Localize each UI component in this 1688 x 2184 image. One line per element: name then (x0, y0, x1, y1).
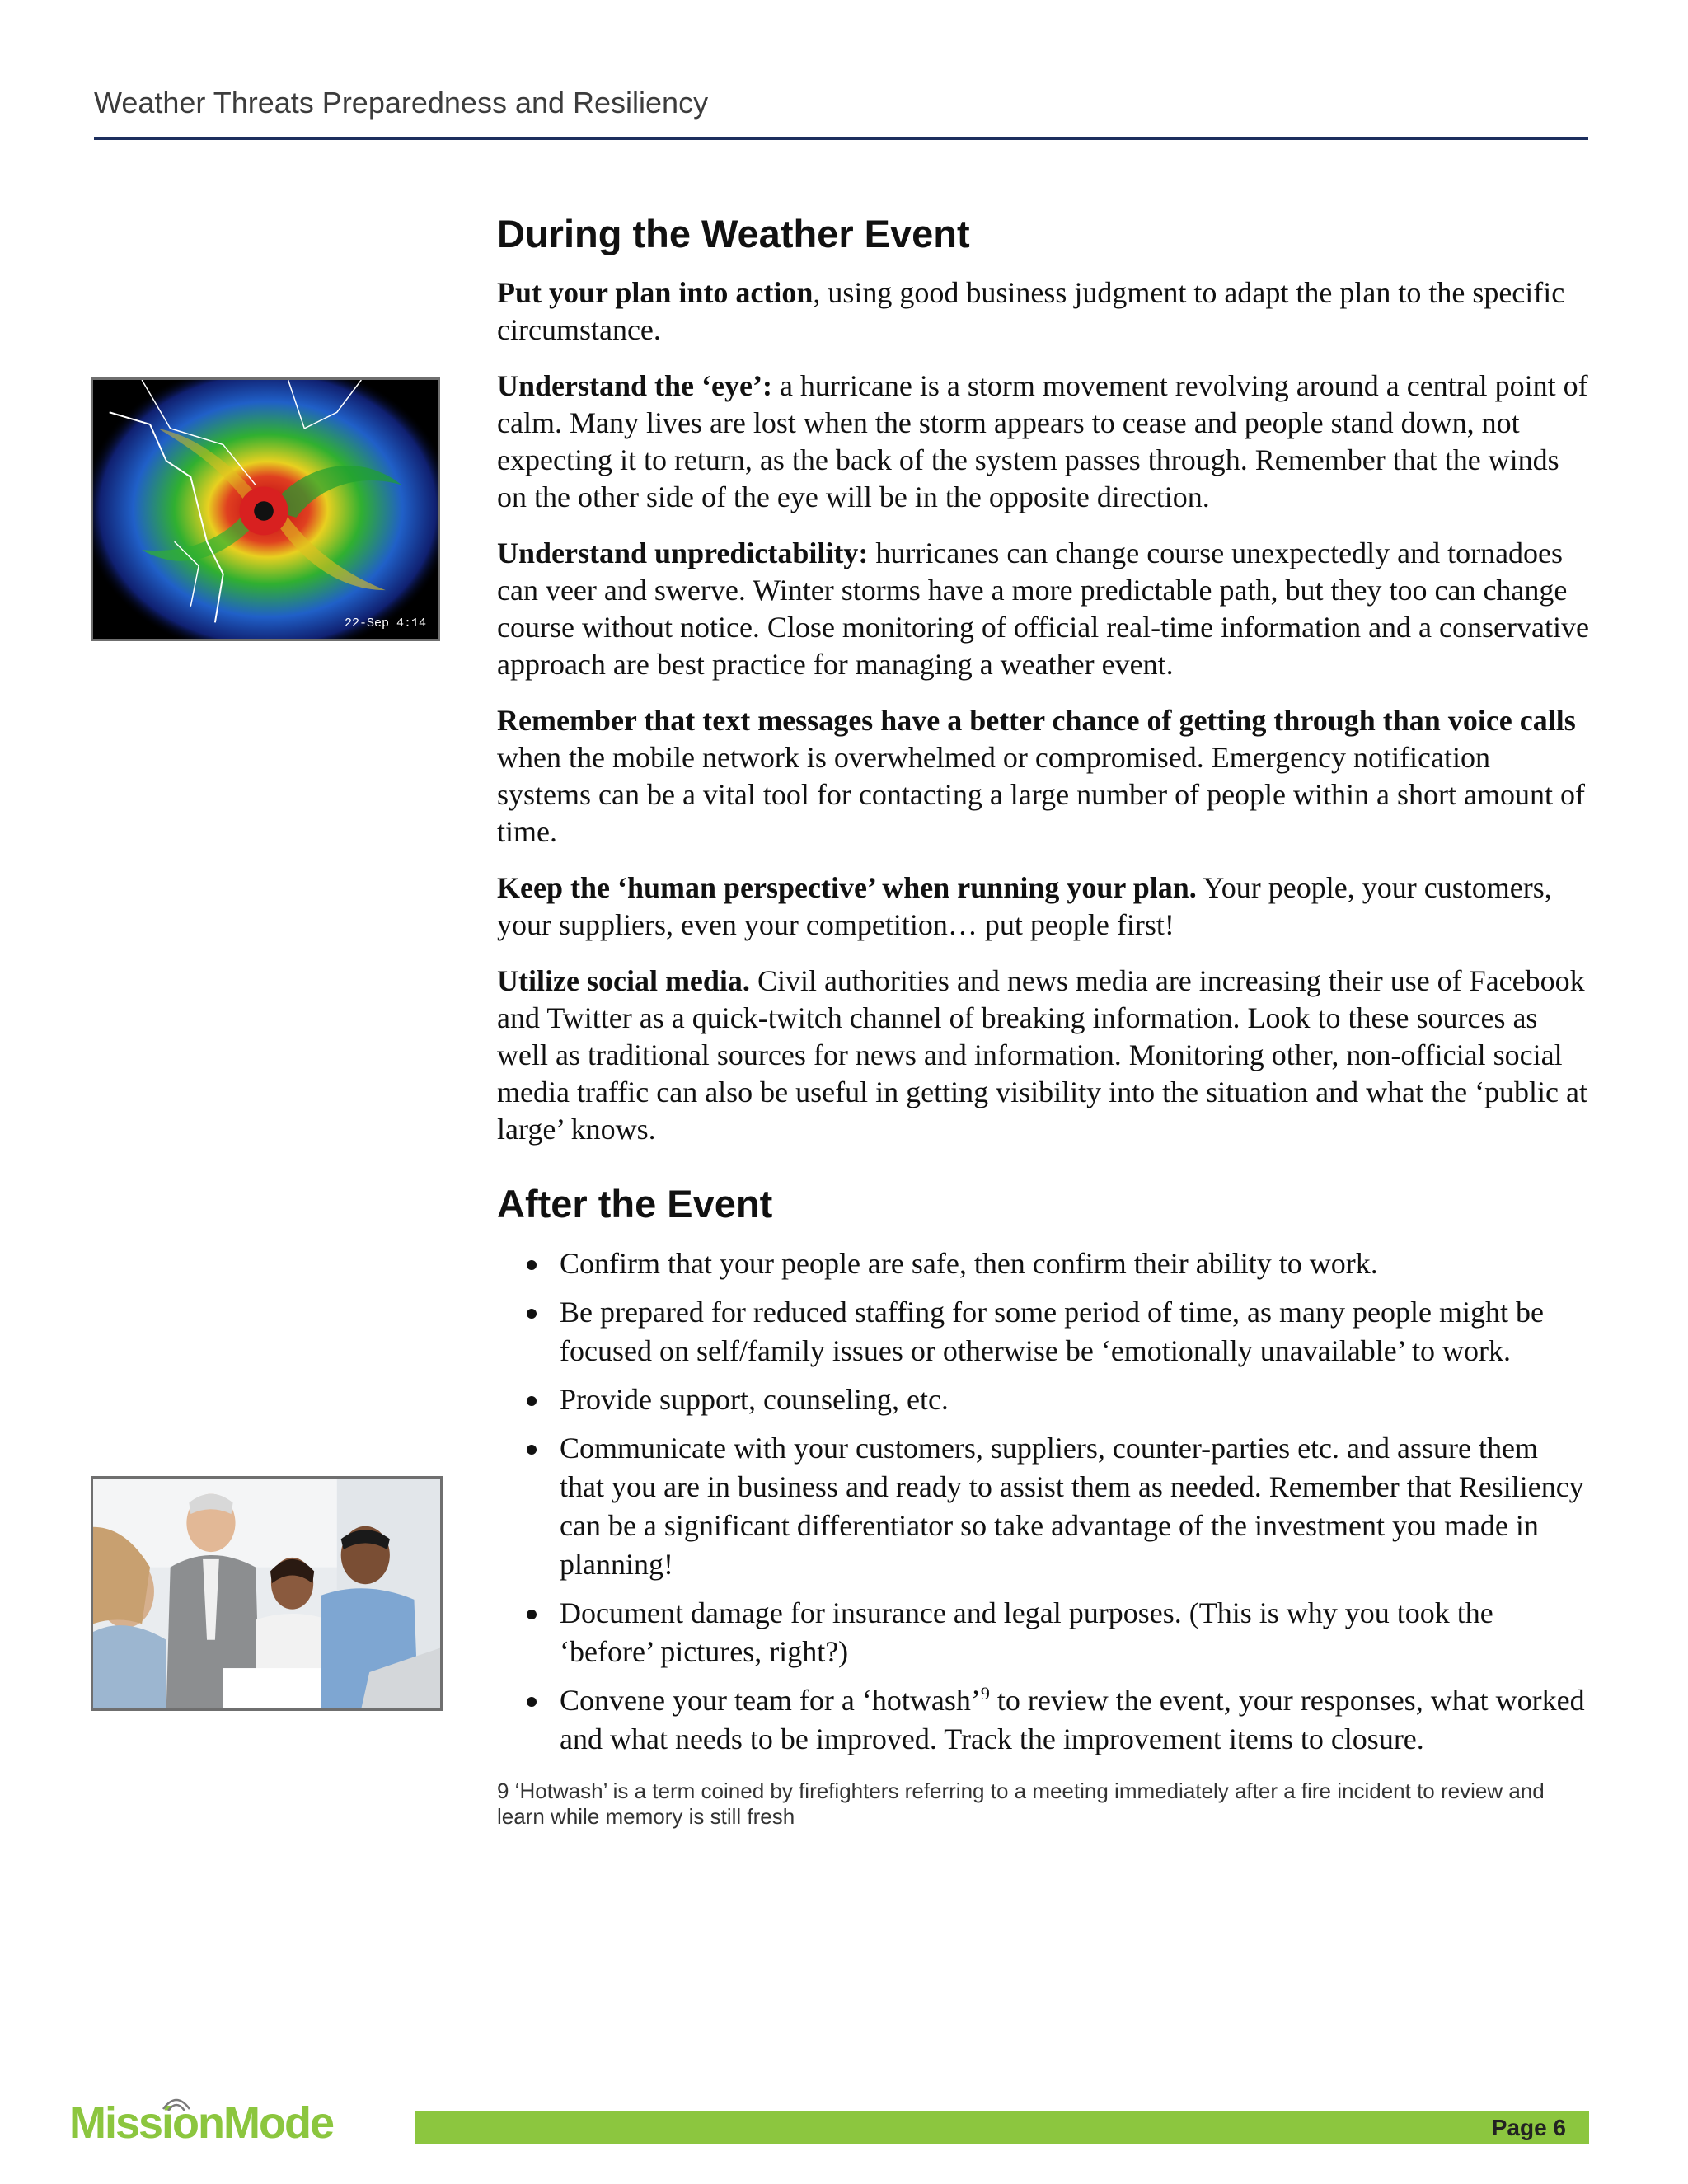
paragraph-lead: Understand unpredictability: (497, 537, 869, 569)
list-item-text: Be prepared for reduced staffing for some period of time, as many people might be focused on self/family issues or otherwise be ‘emotionally unavailable’ to work. (560, 1296, 1544, 1367)
list-item (497, 1681, 1589, 1759)
signal-icon (160, 2091, 193, 2116)
list-item-text: Communicate with your customers, suppliers, counter-parties etc. and assure them that you are in business and ready to assist them as needed. Remember that Resiliency can be a significant differentiator so take advantage of the investment you made in planning! (560, 1432, 1584, 1581)
list-item (497, 1244, 1589, 1283)
missionmode-logo (69, 2097, 333, 2149)
list-item-text: Provide support, counseling, etc. (560, 1383, 949, 1416)
bullet-icon (527, 1396, 537, 1406)
bullet-icon (527, 1697, 537, 1707)
paragraph-plan-action (497, 274, 1589, 349)
list-item (497, 1429, 1589, 1584)
paragraph-body: a hurricane is a storm movement revolving around a central point of calm. Many lives are lost when the storm appears to cease and people stand down, not expecting it to return, as the back of the system passes through. Remember that the winds on the other side of the eye will be in the opposite direction. (497, 369, 1588, 513)
bullet-icon (527, 1445, 537, 1455)
paragraph-lead: Understand the ‘eye’: (497, 369, 772, 402)
hurricane-radar-image (91, 377, 440, 641)
list-item (497, 1594, 1589, 1671)
after-event-heading: After the Event (497, 1182, 773, 1226)
paragraph-body: Your people, your customers, your suppliers, even your competition… put people first! (497, 871, 1552, 941)
list-item (497, 1293, 1589, 1371)
paragraph-text-messages (497, 702, 1589, 851)
list-item-text: to review the event, your responses, what worked and what needs to be improved. Track the improvement items to closure. (560, 1684, 1585, 1755)
paragraph-human-perspective (497, 869, 1589, 944)
bullet-icon (527, 1260, 537, 1270)
footnote-reference[interactable]: 9 (980, 1683, 990, 1704)
header-rule (94, 137, 1588, 140)
paragraph-unpredictability (497, 535, 1589, 683)
bullet-icon (527, 1610, 537, 1619)
main-content (497, 211, 1589, 1830)
list-item-text: Convene your team for a ‘hotwash’ (560, 1684, 981, 1717)
paragraph-body: , using good business judgment to adapt the plan to the specific circumstance. (497, 276, 1565, 346)
bullet-icon (527, 1309, 537, 1319)
during-event-heading: During the Weather Event (497, 212, 970, 255)
paragraph-body: when the mobile network is overwhelmed or compromised. Emergency notification systems can be a vital tool for contacting a large number of people within a short amount of time. (497, 741, 1585, 848)
paragraph-lead: Remember that text messages have a better chance of getting through than voice calls (497, 704, 1576, 737)
team-meeting-photo (91, 1476, 443, 1711)
paragraph-lead: Put your plan into action (497, 276, 814, 309)
paragraph-lead: Keep the ‘human perspective’ when running your plan. (497, 871, 1197, 904)
list-item-text: Document damage for insurance and legal purposes. (This is why you took the ‘before’ pictures, right?) (560, 1596, 1493, 1668)
running-header: Weather Threats Preparedness and Resiliency (94, 86, 709, 120)
radar-timestamp: 22-Sep 4:14 (344, 616, 426, 630)
paragraph-social-media (497, 963, 1589, 1148)
footer-bar (415, 2111, 1589, 2144)
list-item-text: Confirm that your people are safe, then confirm their ability to work. (560, 1247, 1378, 1280)
paragraph-body: Civil authorities and news media are increasing their use of Facebook and Twitter as a quick-twitch channel of breaking information. Look to these sources as well as traditional sources for news and information. Monitoring other, non-official social media traffic can also be useful in getting visibility into the situation and what the ‘public at large’ knows. (497, 964, 1588, 1146)
paragraph-body: hurricanes can change course unexpectedly and tornadoes can veer and swerve. Winter storms have a more predictable path, but they too can change course without notice. Close monitoring of official real-time information and a conservative approach are best practice for managing a weather event. (497, 537, 1589, 681)
paragraph-eye (497, 368, 1589, 516)
logo-text: MissionMode (69, 2098, 334, 2148)
after-event-list (497, 1244, 1589, 1759)
paragraph-lead: Utilize social media. (497, 964, 750, 997)
page-number: Page 6 (1491, 2115, 1566, 2140)
footnote: 9 ‘Hotwash’ is a term coined by firefighters referring to a meeting immediately after a fire incident to review and learn while memory is still fresh (497, 1779, 1545, 1829)
list-item (497, 1380, 1589, 1419)
